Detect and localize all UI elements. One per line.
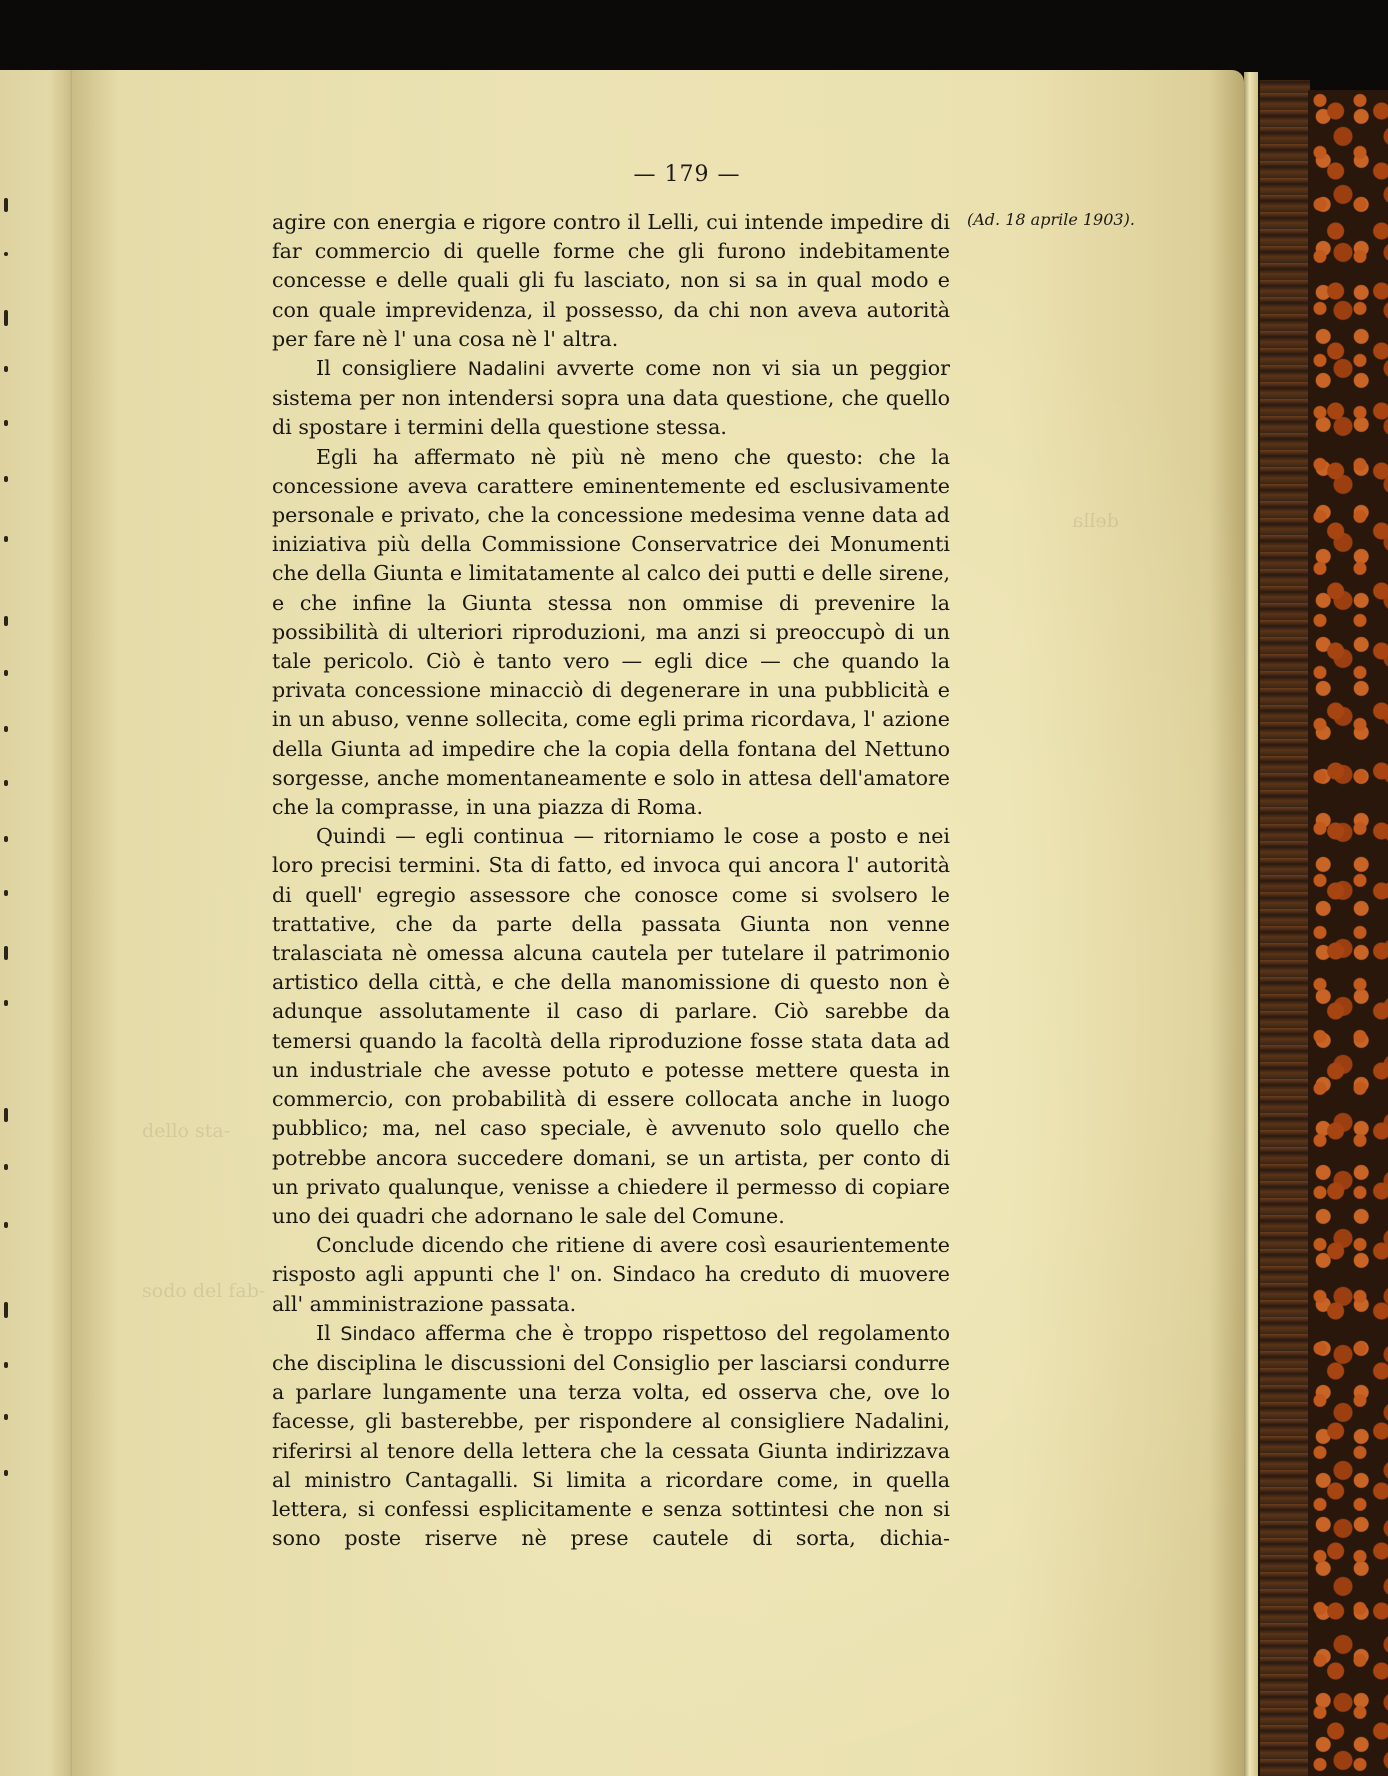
speaker-nadalini: Nadalini [467,358,546,381]
book-page-stack [1258,80,1310,1776]
paragraph-3: Egli ha affermato nè più nè meno che questo: che la concessione aveva carattere eminentemente ed esclusivamente personale e privato, che la concessione medesima venne data ad iniziativa più della Commissione Conservatrice dei Monumenti che della Giunta e limitatamente al calco dei putti e delle sirene, e che infine la Giunta stessa non ommise di prevenire la possibilità di ulteriori riproduzioni, ma anzi si preoccupò di un tale pericolo. Ciò è tanto vero — egli dice — che quando la privata concessione minacciò di degenerare in una pubblicità e in un abuso, venne sollecita, come egli prima ricordava, l' azione della Giunta ad impedire che la copia della fontana del Nettuno sorgesse, anche momentaneamente e solo in attesa dell'amatore che la comprasse, in una piazza di Roma. [272,444,950,820]
paragraph-6 [272,1319,950,1554]
page-number: — 179 — [633,162,741,187]
paragraph-6-lead: Il [316,1320,331,1345]
main-page: dello sta- sodo del fab- della — 179 — (Ad. 18 aprile 1903). agire con energia e rigore contro il Lelli, cui intende impedire di far commercio di quelle forme che gli furono indebitamente concesse e delle quali gli fu lasciato, non si sa in qual modo e con quale imprevidenza, il possesso, da chi non aveva autorità per fare nè l' una cosa nè l' altra. Il consigliere Nadalini avverte come non vi sia un peggior sistema per non intendersi sopra una data questione, che quello di spostare i termini della questione stessa. Egli ha affermato nè più nè meno che questo: che la concessione aveva carattere eminentemente ed esclusivamente personale e privato, che la concessione medesima venne data ad iniziativa più della Commissione Conservatrice dei Monumenti che della Giunta e limitatamente al calco dei putti e delle sirene, e che infine la Giunta stessa non ommise di prevenire la possibilità di ulteriori riproduzioni, ma anzi si preoccupò di un tale pericolo. Ciò è tanto vero — egli dice — che quando la privata concessione minacciò di degenerare in una pubblicità e in un abuso, venne sollecita, come egli prima ricordava, l' azione della Giunta ad impedire che la copia della fontana del Nettuno sorgesse, anche momentaneamente e solo in attesa dell'amatore che la comprasse, in una piazza di Roma. Quindi — egli continua — ritorniamo le cose a posto e nei loro precisi termini. Sta di fatto, ed invoca qui ancora l' autorità di quell' egregio assessore che conosce come si svolsero le trattative, che da parte della passata Giunta non venne tralasciata nè omessa alcuna cautela per tutelare il patrimonio artistico della città, e che della manomissione di questo non è adunque assolutamente il caso di parlare. Ciò sarebbe da temersi quando la facoltà della riproduzione fosse stata data ad un industriale che avesse potuto e potesse mettere questa in commercio, con probabilità di essere collocata anche in luogo pubblico; ma, nel caso speciale, è avvenuto solo quello che potrebbe ancora succedere domani, se un artista, per conto di un privato qualunque, venisse a chiedere il permesso di copiare uno dei quadri che adornano le sale del Comune. Conclude dicendo che ritiene di avere così esaurientemente risposto agli appunti che l' on. Sindaco ha creduto di muovere all' amministrazione passata. Il Sindaco afferma che è troppo rispettoso del regolamento che disciplina le discussioni del Consiglio per lasciarsi condurre a parlare lungamente una terza volta, ed osserva che, ove lo facesse, gli basterebbe, per rispondere al consigliere Nadalini, riferirsi al tenore della lettera che la cessata Giunta indirizzava al ministro Cantagalli. Si limita a ricordare come, in quella lettera, si confessi esplicitamente e senza sottintesi che non si sono poste riserve nè prese cautele di sorta, dichia- [72,70,1244,1776]
paragraph-2 [272,354,950,443]
body-text [272,208,950,1553]
paragraph-5: Conclude dicendo che ritiene di avere così esaurientemente risposto agli appunti che l' on. Sindaco ha creduto di muovere all' amministrazione passata. [272,1233,950,1316]
margin-date-note: (Ad. 18 aprile 1903). [967,210,1135,229]
marbled-book-cover [1308,90,1388,1776]
paragraph-2-lead: Il consigliere [316,356,457,381]
paragraph-1: agire con energia e rigore contro il Lelli, cui intende impedire di far commercio di quelle forme che gli furono indebitamente concesse e delle quali gli fu lasciato, non si sa in qual modo e con quale imprevidenza, il possesso, da chi non aveva autorità per fare nè l' una cosa nè l' altra. [272,210,950,351]
page-block-edge [1244,72,1258,1776]
speaker-sindaco: Sindaco [340,1322,416,1345]
paragraph-4: Quindi — egli continua — ritorniamo le cose a posto e nei loro precisi termini. Sta di fatto, ed invoca qui ancora l' autorità di quell' egregio assessore che conosce come si svolsero le trattative, che da parte della passata Giunta non venne tralasciata nè omessa alcuna cautela per tutelare il patrimonio artistico della città, e che della manomissione di questo non è adunque assolutamente il caso di parlare. Ciò sarebbe da temersi quando la facoltà della riproduzione fosse stata data ad un industriale che avesse potuto e potesse mettere questa in commercio, con probabilità di essere collocata anche in luogo pubblico; ma, nel caso speciale, è avvenuto solo quello che potrebbe ancora succedere domani, se un artista, per conto di un privato qualunque, venisse a chiedere il permesso di copiare uno dei quadri che adornano le sale del Comune. [272,824,950,1228]
left-facing-page [0,70,82,1776]
paragraph-6-text: afferma che è troppo rispettoso del regolamento che disciplina le discussioni del Consiglio per lasciarsi condurre a parlare lungamente una terza volta, ed osserva che, ove lo facesse, gli basterebbe, per rispondere al consigliere Nadalini, riferirsi al tenore della lettera che la cessata Giunta indirizzava al ministro Cantagalli. Si limita a ricordare come, in quella lettera, si confessi esplicitamente e senza sottintesi che non si sono poste riserve nè prese cautele di sorta, dichia- [272,1320,951,1551]
paragraph-2-text: avverte come non vi sia un peggior sistema per non intendersi sopra una data questione, che quello di spostare i termini della questione stessa. [272,356,951,440]
